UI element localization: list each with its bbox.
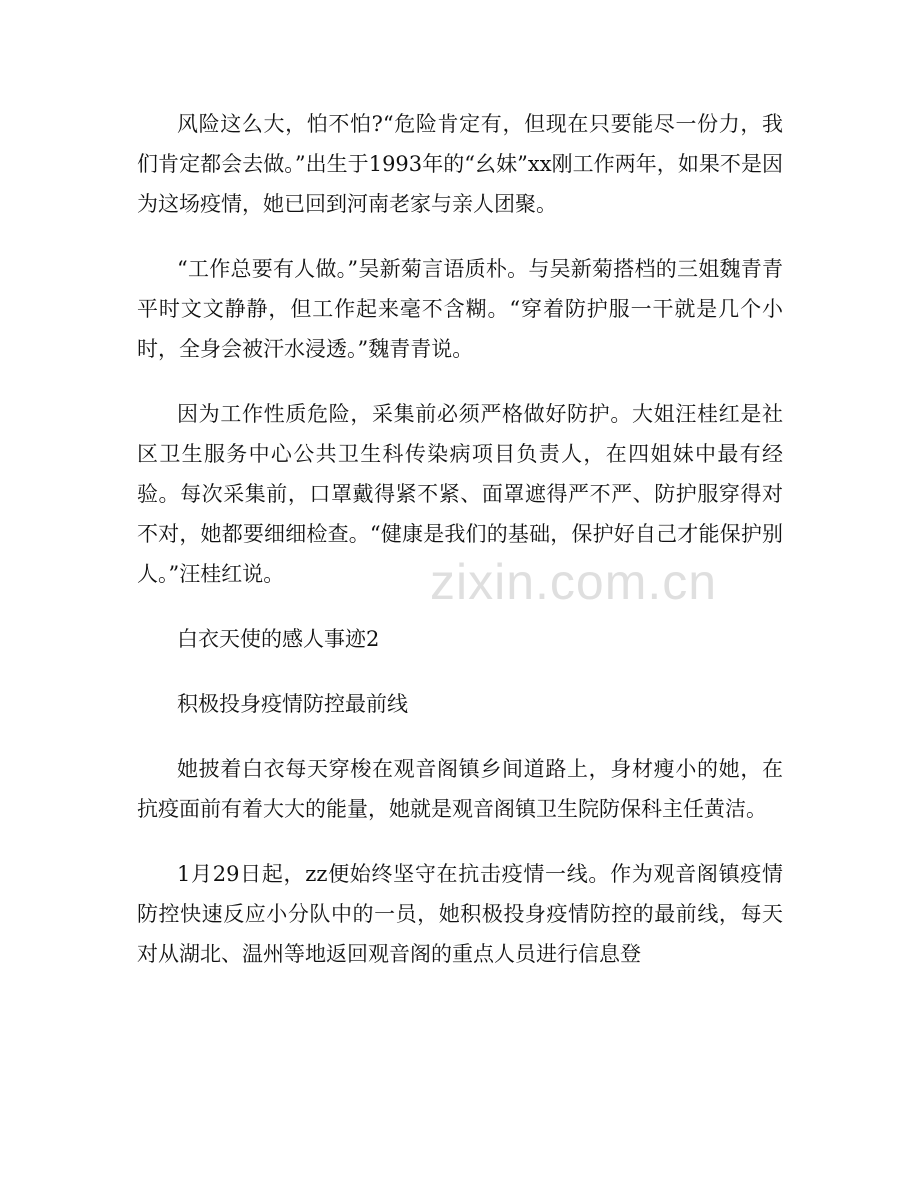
paragraph-huangjie: 她披着白衣每天穿梭在观音阁镇乡间道路上，身材瘦小的她，在抗疫面前有着大大的能量，她就是观音阁镇卫生院防保科主任黄洁。 (137, 757, 783, 821)
paragraph-frontline: 1月29日起，zz便始终坚守在抗击疫情一线。作为观音阁镇疫情防控快速反应小分队中的一员，她积极投身疫情防控的最前线，每天对从湖北、温州等地返回观音阁的重点人员进行信息登 (137, 862, 783, 966)
paragraph-protection: 因为工作性质危险，采集前必须严格做好防护。大姐汪桂红是社区卫生服务中心公共卫生科传染病项目负责人，在四姐妹中最有经验。每次采集前，口罩戴得紧不紧、面罩遮得严不严、防护服穿得对不对，她都要细细检查。“健康是我们的基础，保护好自己才能保护别人。”汪桂红说。 (137, 402, 783, 586)
paragraph-work: “工作总要有人做。”吴新菊言语质朴。与吴新菊搭档的三姐魏青青平时文文静静，但工作起来毫不含糊。“穿着防护服一干就是几个小时，全身会被汗水浸透。”魏青青说。 (137, 257, 783, 361)
watermark: zixin.com.cn (430, 554, 718, 610)
paragraph-risk: 风险这么大，怕不怕?“危险肯定有，但现在只要能尽一份力，我们肯定都会去做。”出生于1993年的“幺妹”xx刚工作两年，如果不是因为这场疫情，她已回到河南老家与亲人团聚。 (137, 112, 783, 216)
section-subtitle: 积极投身疫情防控最前线 (177, 692, 408, 716)
section-title: 白衣天使的感人事迹2 (177, 627, 380, 651)
document-body (137, 104, 783, 999)
